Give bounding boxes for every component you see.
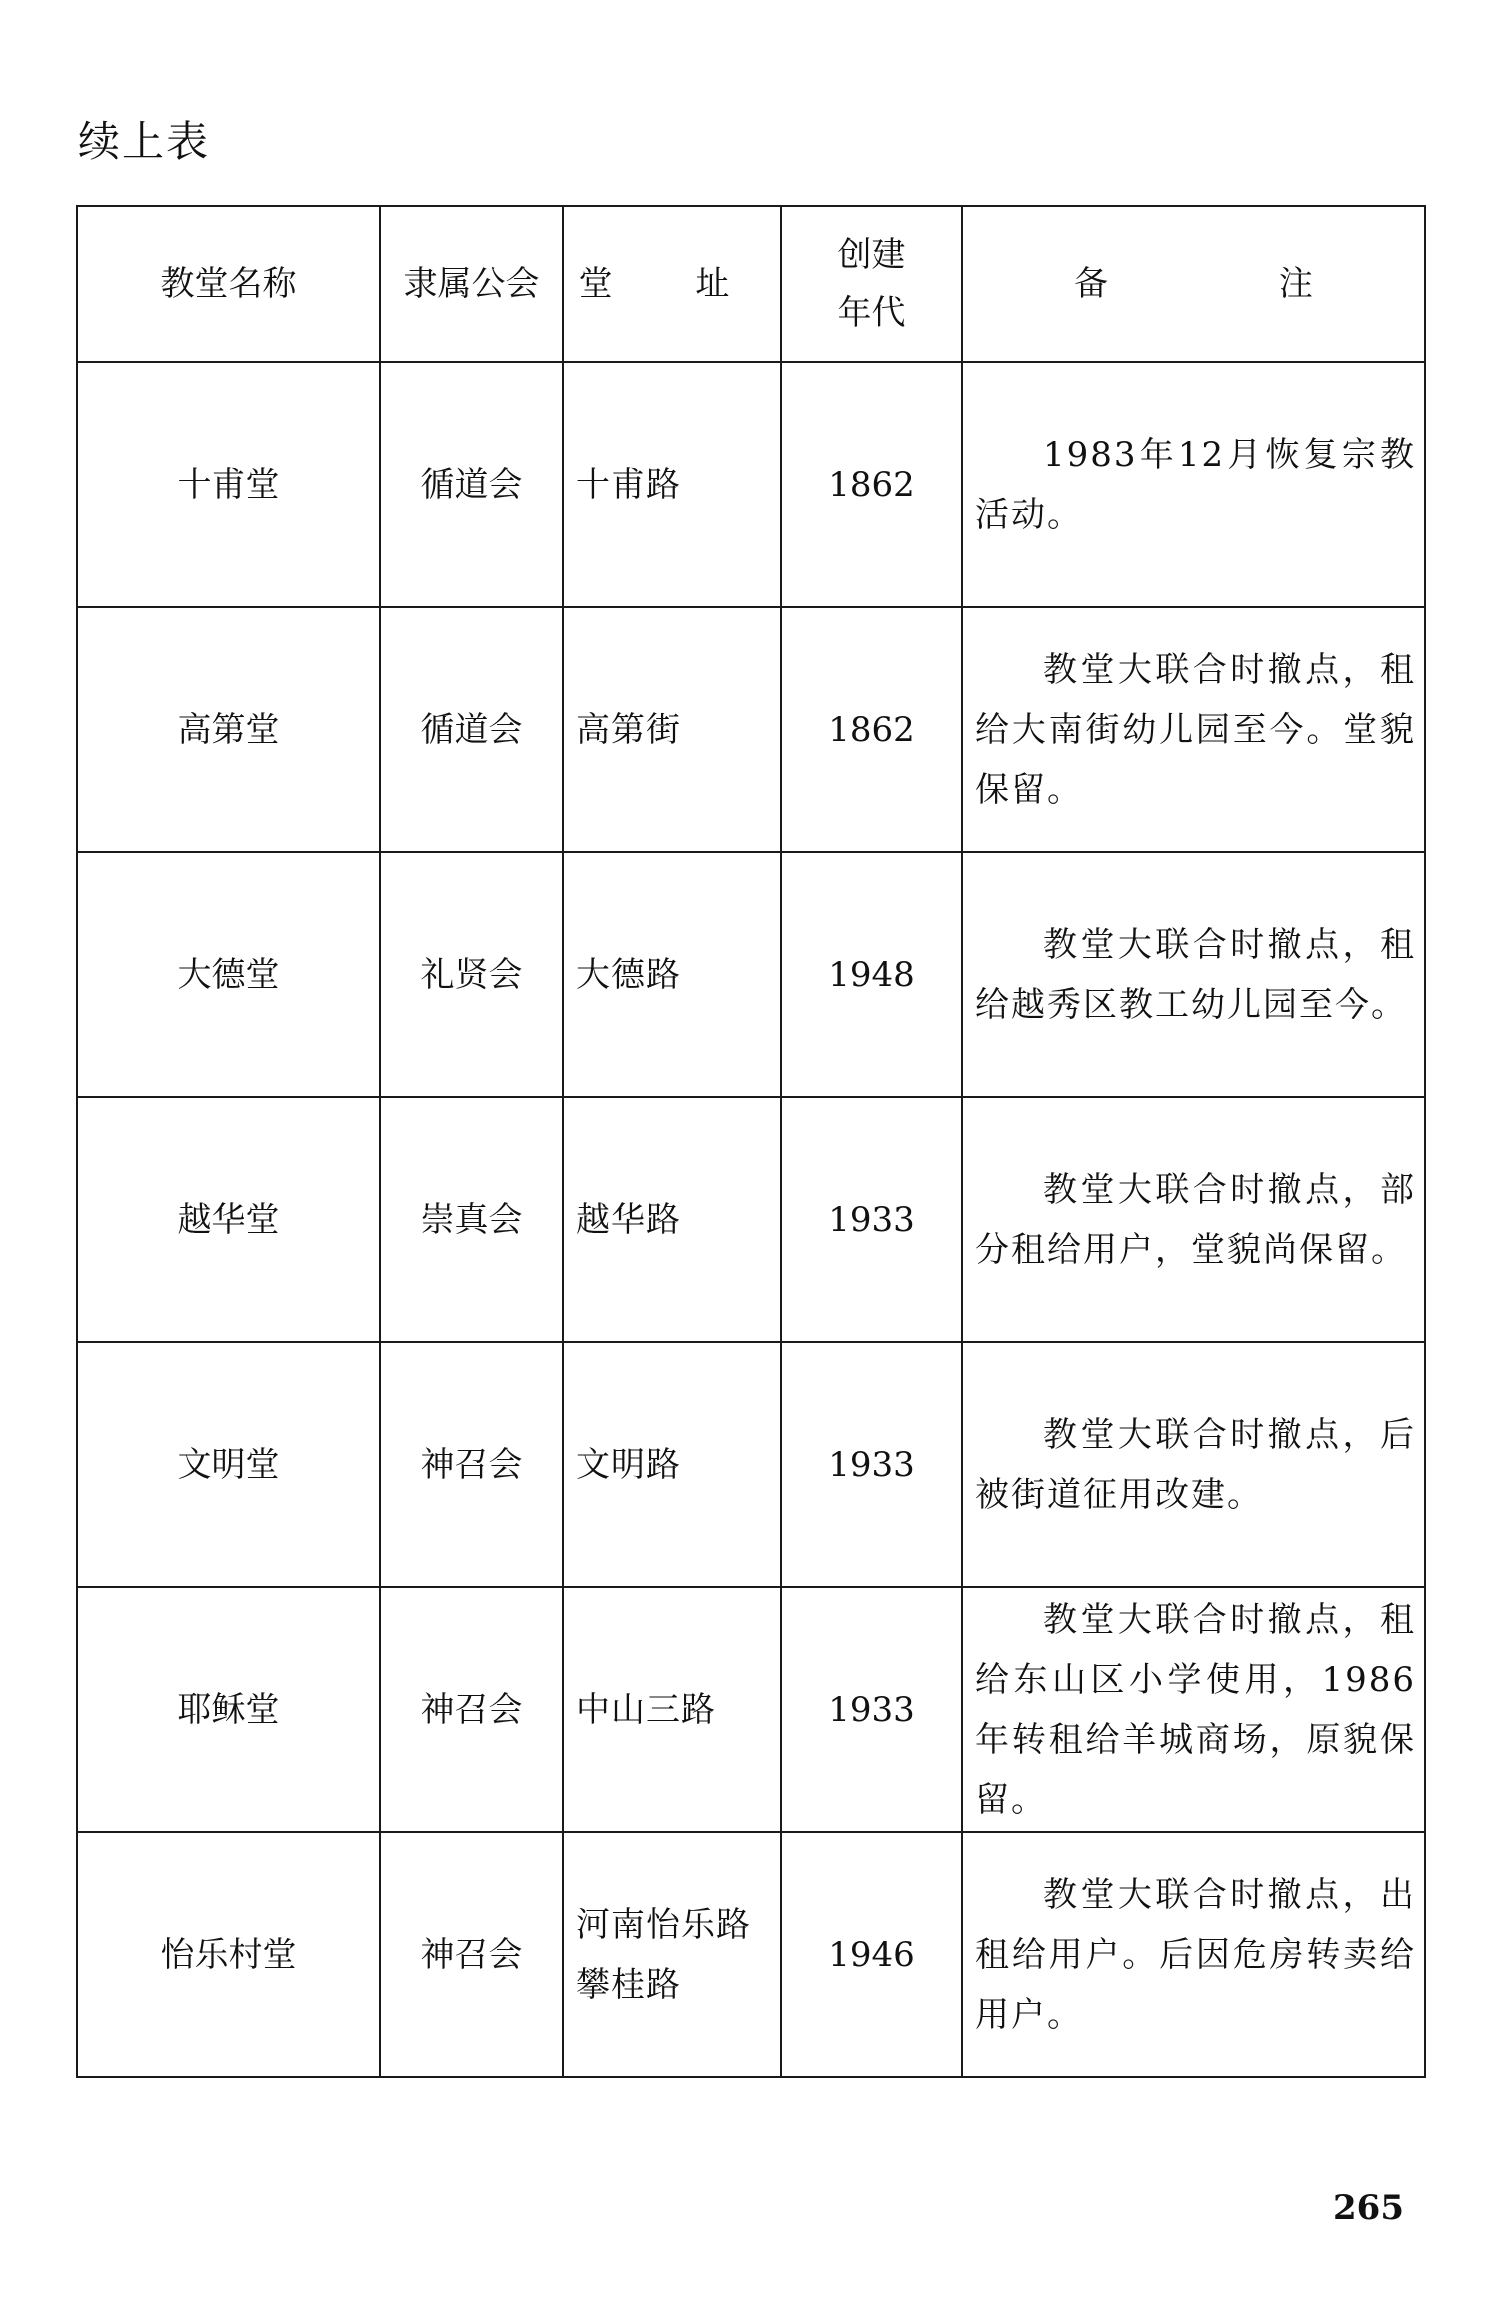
- table-row: [77, 1832, 1425, 2077]
- header-year-line1: 创建: [837, 235, 906, 275]
- cell-association: 礼贤会: [380, 852, 563, 1097]
- note-text: 教堂大联合时撤点，租给东山区小学使用，1986年转租给羊城商场，原貌保留。: [975, 1599, 1416, 1820]
- cell-name: 怡乐村堂: [77, 1832, 380, 2077]
- header-association: 隶属公会: [380, 206, 563, 362]
- note-text: 教堂大联合时撤点，租给越秀区教工幼儿园至今。: [975, 924, 1416, 1025]
- note-text: 1983年12月恢复宗教活动。: [975, 434, 1416, 535]
- header-row: [77, 206, 1425, 362]
- cell-address: 河南怡乐路攀桂路: [563, 1832, 781, 2077]
- cell-year: 1946: [781, 1832, 962, 2077]
- header-name: 教堂名称: [77, 206, 380, 362]
- cell-address: 文明路: [563, 1342, 781, 1587]
- header-year-line2: 年代: [837, 293, 906, 333]
- cell-association: 循道会: [380, 362, 563, 607]
- cell-address: 十甫路: [563, 362, 781, 607]
- cell-name: 耶稣堂: [77, 1587, 380, 1832]
- cell-association: 崇真会: [380, 1097, 563, 1342]
- table-row: [77, 1097, 1425, 1342]
- header-address: 堂 址: [563, 206, 781, 362]
- cell-association: 循道会: [380, 607, 563, 852]
- table-row: [77, 607, 1425, 852]
- cell-note: [962, 852, 1425, 1097]
- cell-name: 越华堂: [77, 1097, 380, 1342]
- cell-name: 大德堂: [77, 852, 380, 1097]
- cell-note: [962, 1342, 1425, 1587]
- cell-note: [962, 362, 1425, 607]
- table-caption: 续上表: [78, 117, 211, 166]
- cell-address: 越华路: [563, 1097, 781, 1342]
- cell-address: 高第街: [563, 607, 781, 852]
- header-year: [781, 206, 962, 362]
- cell-note: [962, 1587, 1425, 1832]
- cell-association: 神召会: [380, 1342, 563, 1587]
- cell-name: 文明堂: [77, 1342, 380, 1587]
- table-row: [77, 1587, 1425, 1832]
- cell-year: 1862: [781, 607, 962, 852]
- cell-year: 1933: [781, 1097, 962, 1342]
- page-number: 265: [1333, 2188, 1404, 2228]
- header-note: 备 注: [962, 206, 1425, 362]
- cell-year: 1933: [781, 1587, 962, 1832]
- church-table: [76, 205, 1426, 2078]
- table-row: [77, 362, 1425, 607]
- note-text: 教堂大联合时撤点，部分租给用户，堂貌尚保留。: [975, 1169, 1416, 1270]
- cell-name: 高第堂: [77, 607, 380, 852]
- cell-address: 大德路: [563, 852, 781, 1097]
- cell-note: [962, 1097, 1425, 1342]
- cell-association: 神召会: [380, 1832, 563, 2077]
- cell-note: [962, 1832, 1425, 2077]
- table-row: [77, 1342, 1425, 1587]
- note-text: 教堂大联合时撤点，后被街道征用改建。: [975, 1414, 1416, 1515]
- note-text: 教堂大联合时撤点，租给大南街幼儿园至今。堂貌保留。: [975, 649, 1416, 810]
- cell-name: 十甫堂: [77, 362, 380, 607]
- cell-note: [962, 607, 1425, 852]
- cell-year: 1862: [781, 362, 962, 607]
- cell-address: 中山三路: [563, 1587, 781, 1832]
- cell-association: 神召会: [380, 1587, 563, 1832]
- cell-year: 1933: [781, 1342, 962, 1587]
- cell-year: 1948: [781, 852, 962, 1097]
- note-text: 教堂大联合时撤点，出租给用户。后因危房转卖给用户。: [975, 1874, 1416, 2035]
- table-row: [77, 852, 1425, 1097]
